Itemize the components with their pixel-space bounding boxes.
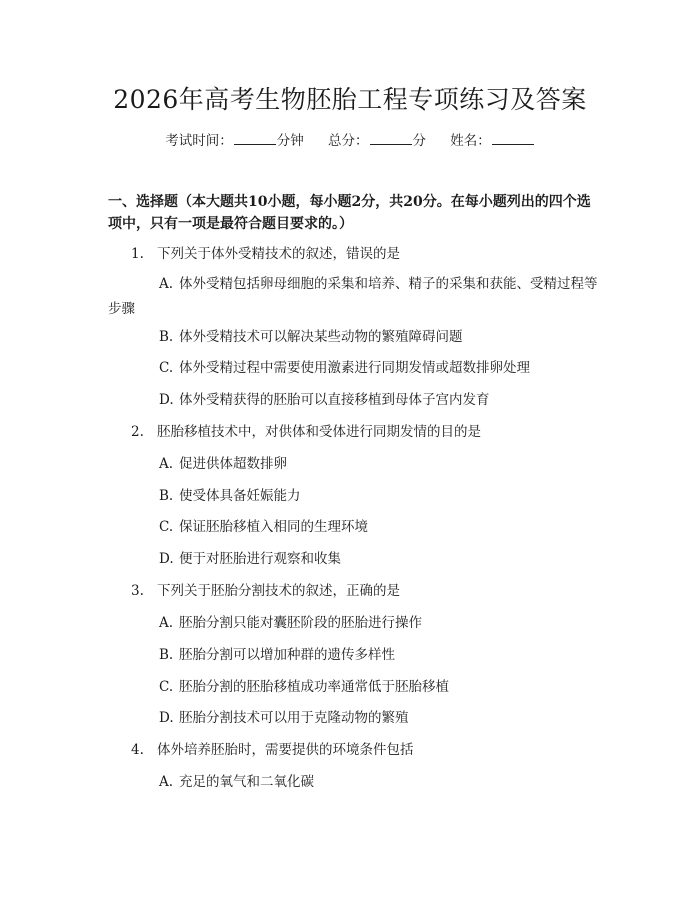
option-letter: D. [159, 710, 174, 726]
option-letter: C. [159, 679, 174, 695]
option-text: 体外受精获得的胚胎可以直接移植到母体子宫内发育 [179, 392, 490, 408]
score-label: 总分： [328, 133, 369, 149]
question-4 [131, 740, 414, 760]
option-text: 胚胎分割只能对囊胚阶段的胚胎进行操作 [179, 615, 422, 631]
option-1c[interactable] [159, 358, 530, 378]
option-letter: A. [159, 456, 174, 472]
option-3c[interactable] [159, 677, 449, 697]
option-letter: C. [159, 519, 174, 535]
question-number: 4. [131, 742, 144, 758]
question-3 [131, 581, 400, 601]
question-number: 3. [131, 583, 144, 599]
question-stem: 胚胎移植技术中，对供体和受体进行同期发情的目的是 [157, 424, 481, 440]
option-text: 体外受精过程中需要使用激素进行同期发情或超数排卵处理 [179, 360, 530, 376]
time-unit: 分钟 [276, 133, 304, 149]
option-text: 体外受精包括卵母细胞的采集和培养、精子的采集和获能、受精过程等步骤 [108, 276, 598, 317]
option-1a[interactable] [108, 272, 598, 322]
page-title: 2026年高考生物胚胎工程专项练习及答案 [113, 85, 587, 114]
name-blank[interactable] [492, 132, 534, 145]
time-field [165, 133, 308, 149]
option-4a[interactable] [159, 772, 314, 792]
option-letter: A. [159, 276, 174, 292]
option-letter: A. [159, 615, 174, 631]
question-number: 1. [131, 246, 144, 262]
option-letter: D. [159, 392, 174, 408]
question-stem: 下列关于胚胎分割技术的叙述，正确的是 [157, 583, 400, 599]
option-2a[interactable] [159, 454, 287, 474]
score-blank[interactable] [370, 132, 412, 145]
option-letter: A. [159, 774, 174, 790]
question-stem: 体外培养胚胎时，需要提供的环境条件包括 [157, 742, 414, 758]
time-label: 考试时间： [165, 133, 233, 149]
option-letter: B. [159, 647, 174, 663]
score-unit: 分 [412, 133, 426, 149]
question-2 [131, 422, 481, 442]
time-blank[interactable] [234, 132, 276, 145]
option-3b[interactable] [159, 645, 395, 665]
section-heading: 一、选择题（本大题共10小题，每小题2分，共20分。在每小题列出的四个选项中，只有一项是最符合题目要求的。） [108, 194, 591, 232]
option-text: 体外受精技术可以解决某些动物的繁殖障碍问题 [179, 329, 463, 345]
option-3a[interactable] [159, 613, 422, 633]
question-1 [131, 244, 400, 264]
question-stem: 下列关于体外受精技术的叙述，错误的是 [157, 246, 400, 262]
option-letter: D. [159, 551, 174, 567]
option-1b[interactable] [159, 327, 463, 347]
score-field [328, 133, 430, 149]
option-2d[interactable] [159, 549, 341, 569]
option-text: 胚胎分割可以增加种群的遗传多样性 [179, 647, 395, 663]
option-1d[interactable] [159, 390, 490, 410]
option-2b[interactable] [159, 486, 301, 506]
option-text: 便于对胚胎进行观察和收集 [179, 551, 341, 567]
option-text: 保证胚胎移植入相同的生理环境 [179, 519, 368, 535]
name-label: 姓名： [450, 133, 491, 149]
option-text: 使受体具备妊娠能力 [179, 488, 301, 504]
option-text: 促进供体超数排卵 [179, 456, 287, 472]
option-text: 胚胎分割技术可以用于克隆动物的繁殖 [179, 710, 409, 726]
exam-meta-line [0, 132, 700, 150]
option-letter: B. [159, 488, 174, 504]
option-letter: C. [159, 360, 174, 376]
option-3d[interactable] [159, 708, 409, 728]
question-number: 2. [131, 424, 144, 440]
option-text: 充足的氧气和二氧化碳 [179, 774, 314, 790]
option-2c[interactable] [159, 517, 368, 537]
option-letter: B. [159, 329, 174, 345]
name-field [450, 133, 535, 149]
option-text: 胚胎分割的胚胎移植成功率通常低于胚胎移植 [179, 679, 449, 695]
